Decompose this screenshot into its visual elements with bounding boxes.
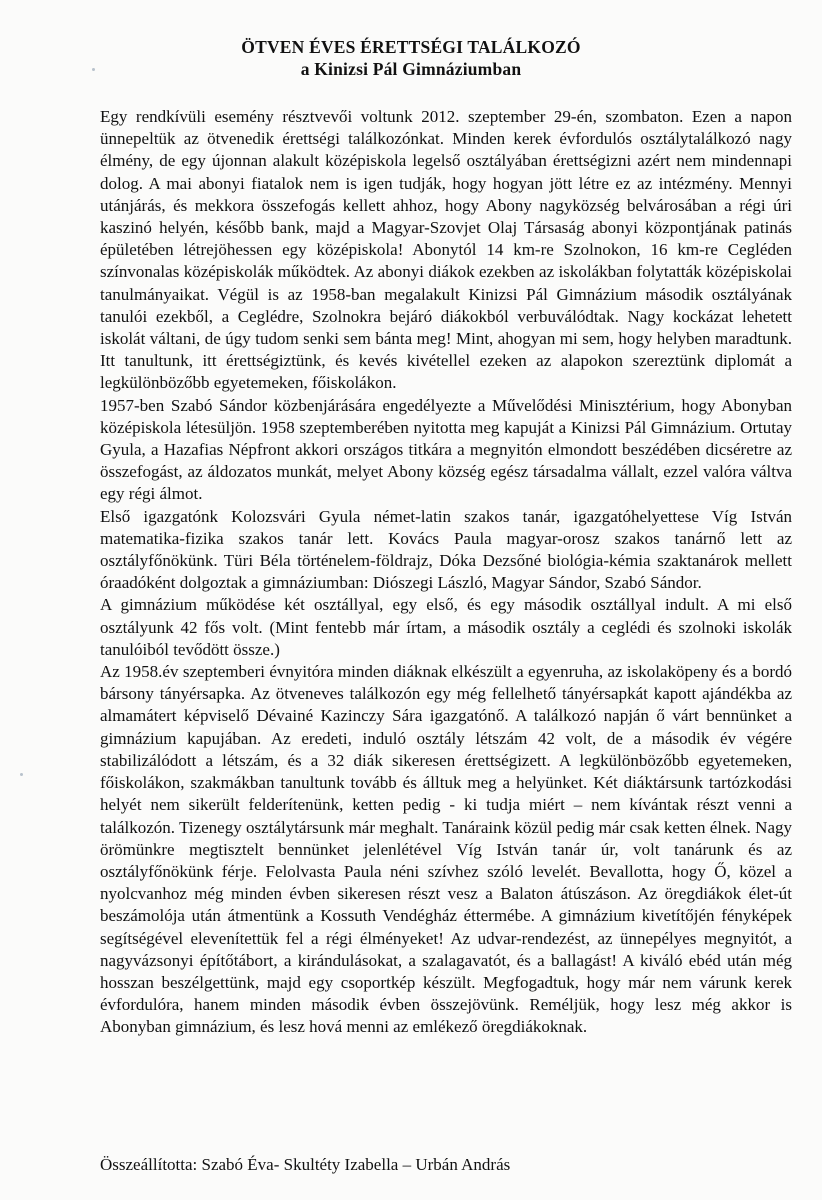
title-block	[0, 36, 822, 80]
document-subtitle: a Kinizsi Pál Gimnáziumban	[300, 59, 522, 79]
scan-speck	[92, 68, 95, 71]
author-credits: Összeállította: Szabó Éva- Skultéty Izabella – Urbán András	[100, 1155, 511, 1174]
document-title: ÖTVEN ÉVES ÉRETTSÉGI TALÁLKOZÓ	[241, 37, 581, 57]
paragraph-3: Első igazgatónk Kolozsvári Gyula német-latin szakos tanár, igazgatóhelyettese Víg István matematika-fizika szakos tanár lett. Kovács Paula magyar-orosz szakos tanárnő lett az osztályfőnökünk. Türi Béla történelem-földrajz, Dóka Dezsőné biológia-kémia szaktanárok mellett óraadóként dolgoztak a gimnáziumban: Diószegi László, Magyar Sándor, Szabó Sándor.	[100, 506, 792, 593]
scan-speck	[20, 773, 23, 776]
article-body	[100, 106, 792, 1039]
paragraph-2: 1957-ben Szabó Sándor közbenjárására engedélyezte a Művelődési Minisztérium, hogy Abonyban középiskola létesüljön. 1958 szeptemberében nyitotta meg kapuját a Kinizsi Pál Gimnázium. Ortutay Gyula, a Hazafias Népfront akkori országos titkára a megnyitón elmondott beszédében dicséretre az összefogást, az áldozatos munkát, melyet Abony község egész társadalma vállalt, ezzel valóra váltva egy régi álmot.	[100, 395, 792, 504]
paragraph-1: Egy rendkívüli esemény résztvevői voltunk 2012. szeptember 29-én, szombaton. Ezen a napon ünnepeltük az ötvenedik érettségi találkozónkat. Minden kerek évfordulós osztálytalálkozó nagy élmény, de egy újonnan alakult középiskola legelső osztályában érettségizni azért nem mindennapi dolog. A mai abonyi fiatalok nem is igen tudják, hogy hogyan jött létre ez az intézmény. Mennyi utánjárás, és mekkora összefogás kellett ahhoz, hogy Abony nagyközség belvárosában a régi úri kaszinó helyén, később bank, majd a Magyar-Szovjet Olaj Társaság abonyi központjának patinás épületében létrejöhessen egy középiskola! Abonytól 14 km-re Szolnokon, 16 km-re Cegléden színvonalas középiskolák működtek. Az abonyi diákok ezekben az iskolákban folytatták középiskolai tanulmányaikat. Végül is az 1958-ban megalakult Kinizsi Pál Gimnázium második osztályának tanulói ezekből, a Ceglédre, Szolnokra bejáró diákokból verbuválódtak. Nagy kockázat lehetett iskolát váltani, de úgy tudom senki sem bánta meg! Mint, ahogyan mi sem, hogy helyben maradtunk. Itt tanultunk, itt érettségiztünk, és kevés kivétellel ezeken az alapokon szereztünk diplomát a legkülönbözőbb egyetemeken, főiskolákon.	[100, 107, 792, 393]
paragraph-4: A gimnázium működése két osztállyal, egy első, és egy második osztállyal indult. A mi első osztályunk 42 fős volt. (Mint fentebb már írtam, a második osztály a ceglédi és szolnoki iskolák tanulóiból tevődött össze.)	[100, 595, 792, 659]
paragraph-5: Az 1958.év szeptemberi évnyitóra minden diáknak elkészült a egyenruha, az iskolaköpeny és a bordó bársony tányérsapka. Az ötveneves találkozón egy még fellelhető tányérsapkát kapott ajándékba az almamátert képviselő Dévainé Kazinczy Sára igazgatónő. A találkozó napján ő várt bennünket a gimnázium kapujában. Az eredeti, induló osztály létszám 42 volt, de a második év végére stabilizálódott a létszám, és a 32 diák sikeresen érettségizett. A legkülönbözőbb egyetemeken, főiskolákon, szakmákban tanultunk tovább és álltuk meg a helyünket. Két diáktársunk tartózkodási helyét nem sikerült felderítenünk, ketten pedig - ki tudja miért – nem kívántak részt venni a találkozón. Tizenegy osztálytársunk már meghalt. Tanáraink közül pedig már csak ketten élnek. Nagy örömünkre megtisztelt bennünket jelenlétével Víg István tanár úr, volt tanárunk és az osztályfőnökünk férje. Felolvasta Paula néni szívhez szóló levelét. Bevallotta, hogy Ő, közel a nyolcvanhoz még minden évben sikeresen részt vesz a Balaton átúszáson. Az öregdiákok élet-út beszámolója után átmentünk a Kossuth Vendégház éttermébe. A gimnázium kivetítőjén fényképek segítségével elevenítettük fel a régi élményeket! Az udvar-rendezést, az ünnepélyes megnyitót, a nagyvázsonyi építőtábort, a kirándulásokat, a szalagavatót, és a ballagást! A kiváló ebéd után még hosszan beszélgettünk, majd egy csoportkép készült. Megfogadtuk, hogy már nem várunk kerek évfordulóra, hanem minden második évben összejövünk. Reméljük, hogy lesz még akkor is Abonyban gimnázium, és lesz hová menni az emlékező öregdiákoknak.	[100, 662, 792, 1037]
